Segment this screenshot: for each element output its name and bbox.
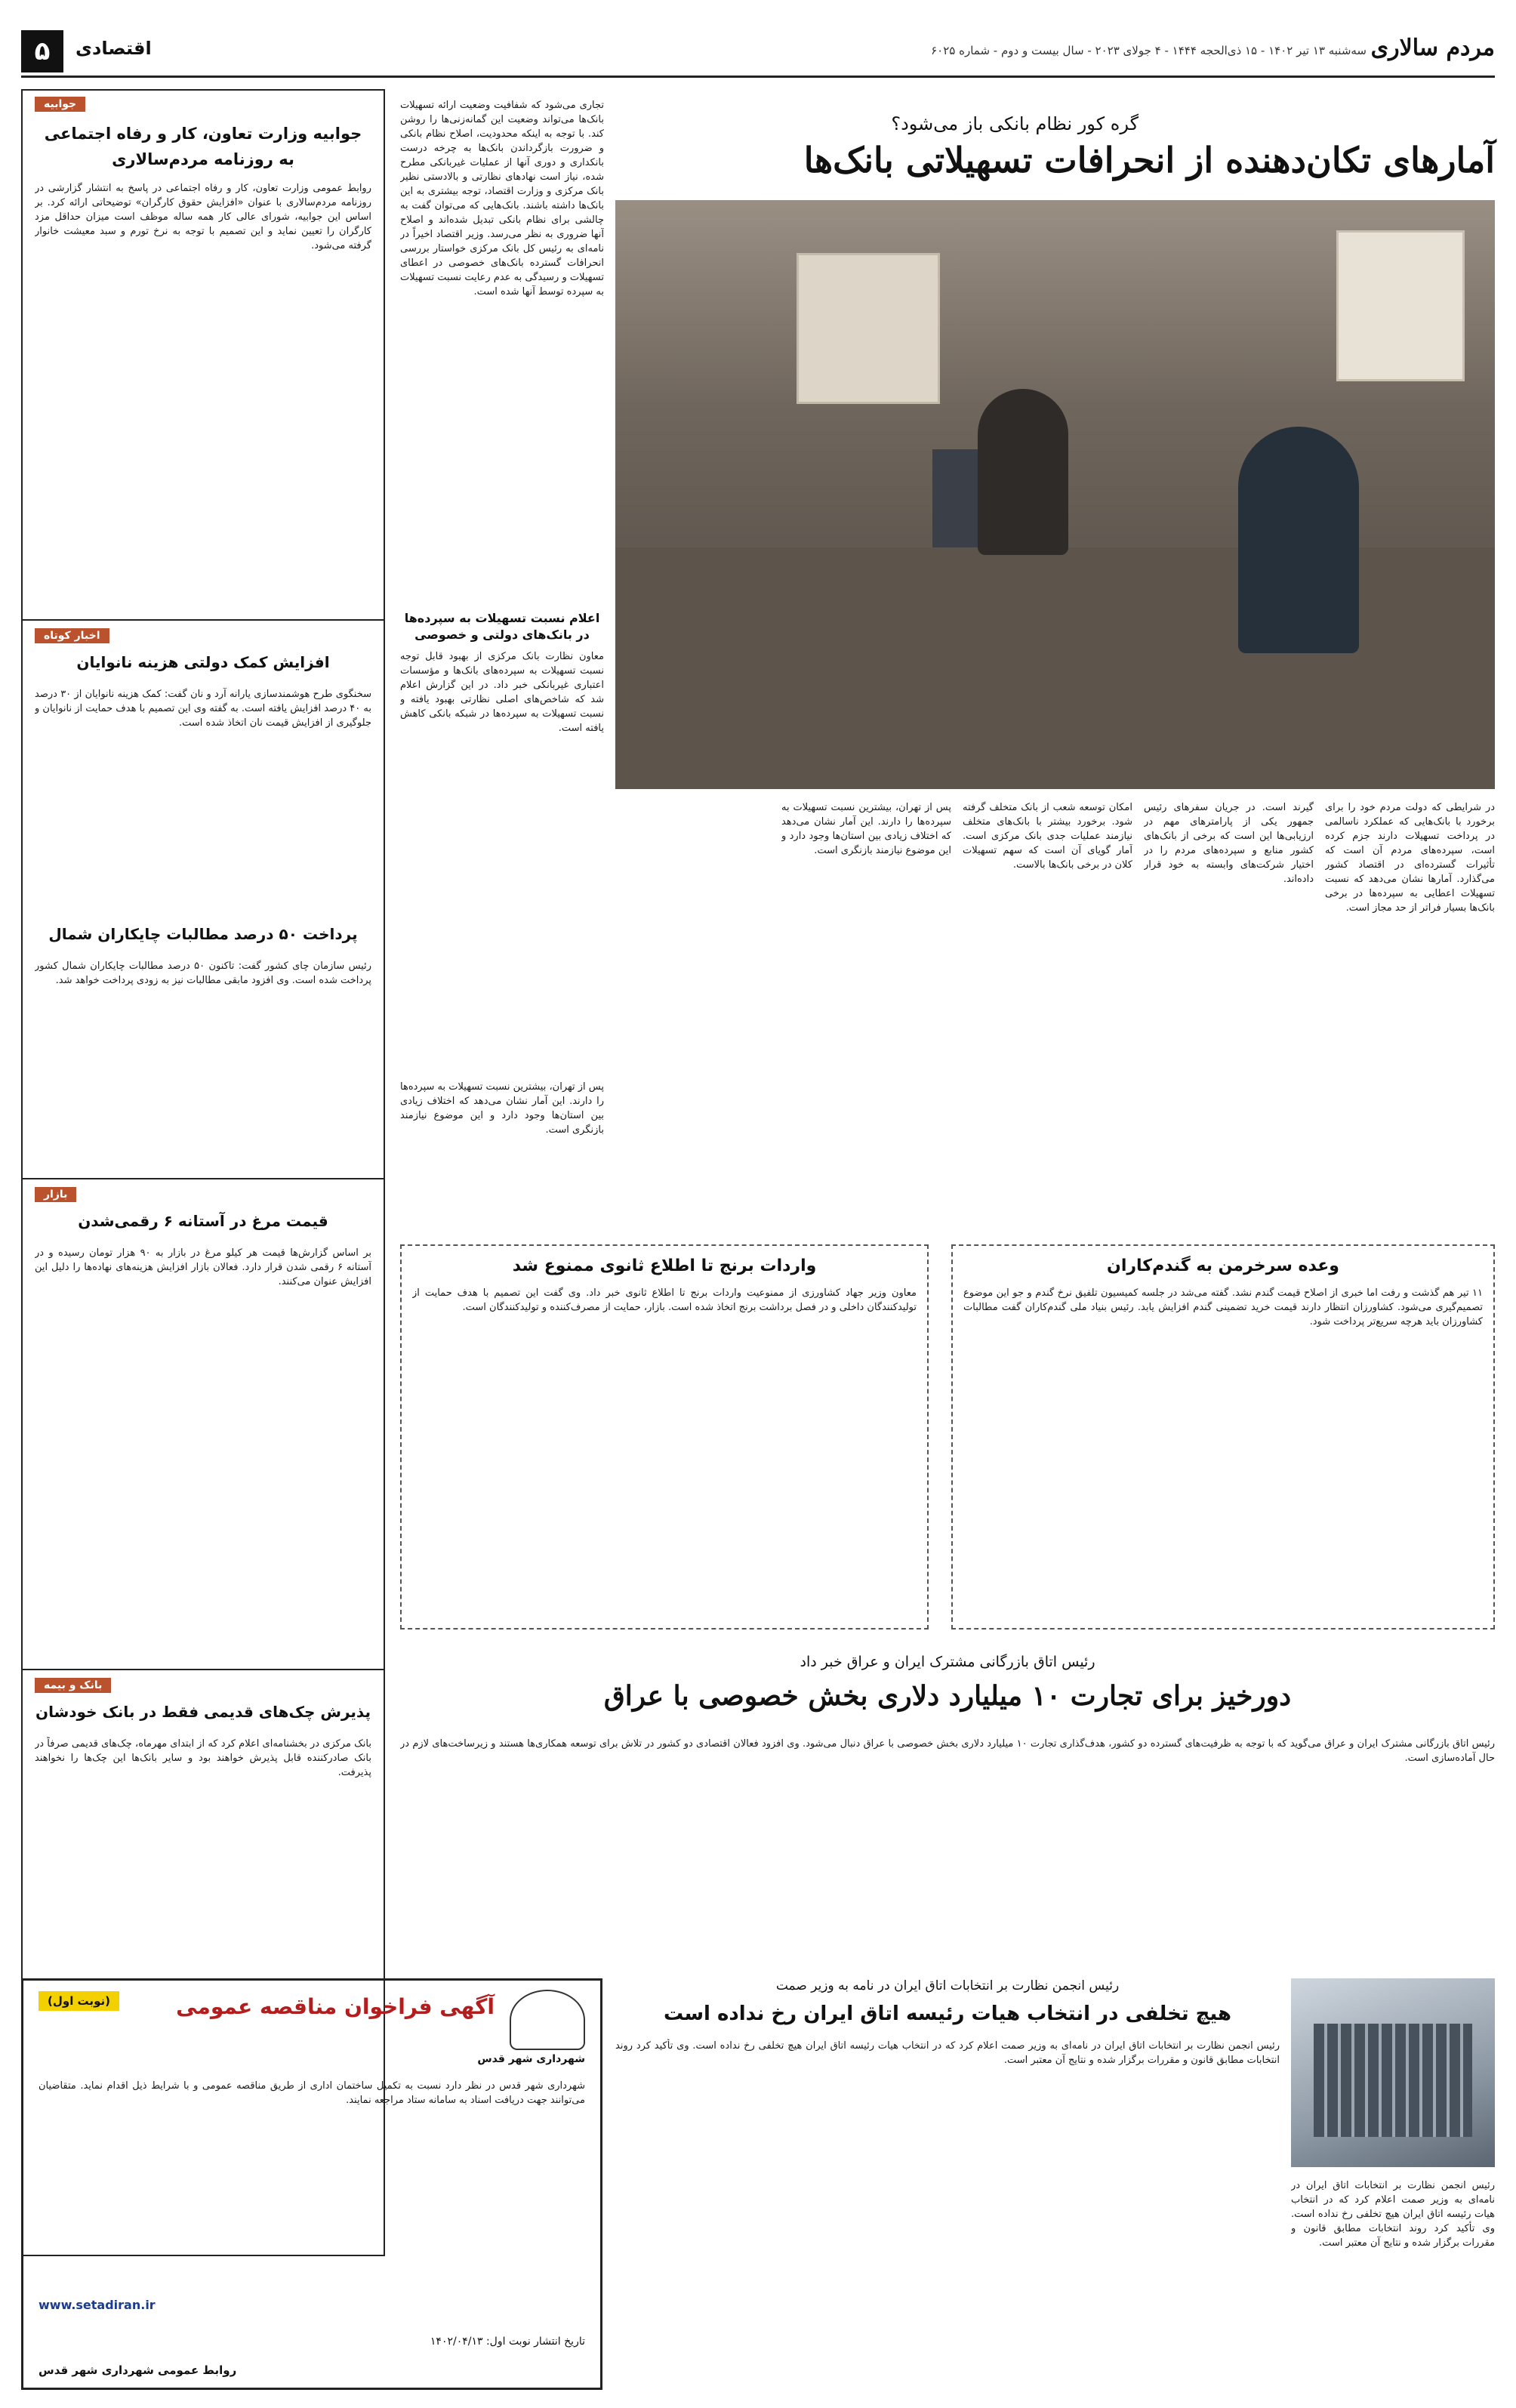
box-wheat-body: ۱۱ تیر هم گذشت و رفت اما خبری از اصلاح قیمت گندم نشد. گفته می‌شد در جلسه کمیسیون تلفیق نرخ گندم و جو این موضوع تصمیم‌گیری می‌شود. کشاورزان انتظار دارند قیمت خرید تضمینی گندم افزایش یابد. رئیس بنیاد ملی گندم‌کاران گفت مطالبات کشاورزان باید هرچه سریع‌تر پرداخت شود.: [963, 1287, 1483, 1327]
page-number: ۵: [21, 30, 63, 72]
lead-col1: تجاری می‌شود که شفافیت وضعیت ارائه تسهیلات بانک‌ها می‌تواند وضعیت این گمانه‌زنی‌ها را روشن کند. با توجه به اینکه محدودیت، اصلاح نظام بانکی و ضرورت بازگرداندن بانک‌ها به چرخه درست بانکداری و دوری آنها از عملیات غیربانکی مطرح شده، نیاز است نهادهای نظارتی و بالادستی نظیر بانک مرکزی و وزارت اقتصاد، توجه بیشتری به این بانک‌ها داشته باشند. بانک‌هایی که می‌توان گفت به چالشی برای نظام بانکی تبدیل شده‌اند و اصلاح آنها ضروری به نظر می‌رسد. وزیر اقتصاد اخیراً در نامه‌ای به رئیس کل بانک مرکزی خواستار بررسی انحرافات گسترده بانک‌های خصوصی در اعطای تسهیلات و رسیدگی به عدم رعایت نسبت تسهیلات به سپرده توسط آنها شده است.: [400, 100, 604, 298]
lead-col1-sub: اعلام نسبت تسهیلات به سپرده‌ها در بانک‌های دولتی و خصوصی: [404, 611, 600, 642]
chamber-photo: [1291, 1978, 1495, 2167]
chamber-kicker: رئیس انجمن نظارت بر انتخابات اتاق ایران در نامه به وزیر صمت: [775, 1978, 1120, 1993]
ad-title: آگهی فراخوان مناقصه عمومی: [176, 1994, 495, 2019]
box-rice-title: واردات برنج تا اطلاع ثانوی ممنوع شد: [512, 1256, 817, 1275]
bank-title: پذیرش چک‌های قدیمی فقط در بانک خودشان: [35, 1703, 371, 1721]
box-wheat: [951, 1244, 1495, 1629]
ad-site-link[interactable]: www.setadiran.ir: [39, 2298, 156, 2312]
lead-headline: آمارهای تکان‌دهنده از انحرافات تسهیلاتی بانک‌ها: [803, 140, 1495, 180]
masthead: [21, 29, 1495, 76]
lead-photo: [615, 200, 1495, 789]
box-rice: [400, 1244, 929, 1629]
lead-col1-b: معاون نظارت بانک مرکزی از بهبود قابل توجه نسبت تسهیلات به سپرده‌های بانک‌ها و مؤسسات اعتباری غیربانکی خبر داد. در این گزارش اعلام شد که شاخص‌های اصلی نظارتی بهبود یافته و نسبت تسهیلات به سپرده‌ها در شبکه بانکی کاهش یافته است.: [400, 651, 604, 734]
lead-col5: پس از تهران، بیشترین نسبت تسهیلات به سپرده‌ها را دارند. این آمار نشان می‌دهد که اختلاف زیادی بین استان‌ها وجود دارد و این موضوع نیازمند بازنگری است.: [781, 802, 951, 856]
brief-tag: اخبار کوتاه: [35, 628, 109, 643]
ad-date: تاریخ انتشار نوبت اول: ۱۴۰۲/۰۴/۱۳: [430, 2336, 585, 2348]
brief1-title: افزایش کمک دولتی هزینه نانوایان: [76, 653, 330, 671]
section-title: اقتصادی: [75, 38, 152, 59]
brief1-body: سخنگوی طرح هوشمندسازی یارانه آرد و نان گفت: کمک هزینه نانوایان از ۳۰ درصد به ۴۰ درصد افزایش یافته است. به گفته وی این تصمیم با هدف حمایت از نانوایان و جلوگیری از افزایش قیمت نان اتخاذ شده است.: [35, 689, 371, 729]
brief2-body: رئیس سازمان چای کشور گفت: تاکنون ۵۰ درصد مطالبات چایکاران شمال کشور پرداخت شده است. وی افزود مابقی مطالبات نیز به زودی پرداخت خواهد شد.: [35, 960, 371, 986]
ad-logo-icon: [510, 1990, 585, 2050]
brief2-title: پرداخت ۵۰ درصد مطالبات چایکاران شمال: [48, 925, 358, 943]
market-body: بر اساس گزارش‌ها قیمت هر کیلو مرغ در بازار به ۹۰ هزار تومان رسیده و در آستانه ۶ رقمی شدن قرار دارد. فعالان بازار افزایش هزینه‌های نهاده‌ها را دلیل این افزایش عنوان می‌کنند.: [35, 1247, 371, 1287]
box-wheat-title: وعده سرخرمن به گندم‌کاران: [1107, 1256, 1339, 1275]
ad-footer: روابط عمومی شهرداری شهر قدس: [39, 2363, 237, 2377]
market-title: قیمت مرغ در آستانه ۶ رقمی‌شدن: [78, 1212, 328, 1230]
bank-tag: بانک و بیمه: [35, 1678, 111, 1693]
reply-tag: جوابیه: [35, 97, 85, 112]
lead-col6: پس از تهران، بیشترین نسبت تسهیلات به سپرده‌ها را دارند. این آمار نشان می‌دهد که اختلاف زیادی بین استان‌ها وجود دارد و این موضوع نیازمند بازنگری است.: [400, 1081, 604, 1136]
masthead-rule: [21, 76, 1495, 78]
ad-badge: (نوبت اول): [39, 1991, 119, 2011]
lead-col4: امکان توسعه شعب از بانک متخلف گرفته شود. برخورد بیشتر با بانک‌های متخلف نیازمند عملیات جدی بانک مرکزی است. آمار گویای آن است که سهم تسهیلات کلان در برخی بانک‌ها بالاست.: [963, 802, 1132, 871]
reply-body: روابط عمومی وزارت تعاون، کار و رفاه اجتماعی در پاسخ به انتشار گزارشی در روزنامه مردم‌سالاری با عنوان «افزایش حقوق کارگران» توضیحاتی ارائه کرد. بر اساس این جوابیه، شورای عالی کار همه ساله موظف است میزان حداقل مزد کارگران را تعیین نماید و این تصمیم با توجه به نرخ تورم و سبد معیشت خانوار گرفته می‌شود.: [35, 183, 371, 251]
iraq-headline: دورخیز برای تجارت ۱۰ میلیارد دلاری بخش خصوصی با عراق: [603, 1680, 1292, 1712]
market-tag: بازار: [35, 1187, 76, 1202]
sidebar: [21, 89, 385, 2256]
box-rice-body: معاون وزیر جهاد کشاورزی از ممنوعیت واردات برنج تا اطلاع ثانوی خبر داد. وی گفت این تصمیم با هدف حمایت از تولیدکنندگان داخلی و در فصل برداشت برنج اتخاذ شده است. بازار، حمایت از مصرف‌کننده و تولیدکنندگان است.: [412, 1287, 917, 1313]
tender-ad: [21, 1978, 602, 2390]
chamber-headline: هیچ تخلفی در انتخاب هیات رئیسه اتاق ایران رخ نداده است: [663, 2003, 1232, 2025]
ad-org: شهرداری شهر قدس: [477, 2053, 585, 2065]
reply-title: جوابیه وزارت تعاون، کار و رفاه اجتماعی به روزنامه مردم‌سالاری: [44, 125, 362, 168]
lead-col3: گیرند است. در جریان سفرهای رئیس جمهور یکی از پارامترهای مهم در ارزیابی‌ها این است که برخی از بانک‌های کشور منابع و سپرده‌های مردم را در اختیار شرکت‌های وابسته به خود قرار داده‌اند.: [1144, 802, 1314, 885]
iraq-kicker: رئیس اتاق بازرگانی مشترک ایران و عراق خبر داد: [800, 1654, 1095, 1670]
lead-kicker: گره کور نظام بانکی باز می‌شود؟: [891, 113, 1139, 134]
masthead-dateline: سه‌شنبه ۱۳ تیر ۱۴۰۲ - ۱۵ ذی‌الحجه ۱۴۴۴ - ۴ جولای ۲۰۲۳ - سال بیست و دوم - شماره ۶۰۲۵: [931, 44, 1367, 57]
masthead-logo: مردم سالاری: [1370, 35, 1495, 61]
bank-body: بانک مرکزی در بخشنامه‌ای اعلام کرد که از ابتدای مهرماه، چک‌های قدیمی صرفاً در بانک صادرکننده قابل پذیرش خواهند بود و سایر بانک‌ها این چک‌ها را نخواهند پذیرفت.: [35, 1738, 371, 1778]
chamber-body: رئیس انجمن نظارت بر انتخابات اتاق ایران در نامه‌ای به وزیر صمت اعلام کرد که در انتخاب هیات رئیسه اتاق ایران هیچ تخلفی رخ نداده است. وی تأکید کرد روند انتخابات مطابق قانون و مقررات برگزار شده و نتایج آن معتبر است.: [615, 2040, 1280, 2066]
lead-col2: در شرایطی که دولت مردم خود را برای برخورد با بانک‌هایی که عملکرد ناسالمی در پرداخت تسهیلات دارند جزم کرده است، سپرده‌های مردم آن است که تأثیرات گسترده‌ای در اقتصاد کشور می‌گذارد. آمارها نشان می‌دهد که نسبت تسهیلات اعطایی به سپرده‌ها در برخی بانک‌ها بسیار فراتر از حد مجاز است.: [1325, 802, 1495, 914]
chamber-body-col: رئیس انجمن نظارت بر انتخابات اتاق ایران در نامه‌ای به وزیر صمت اعلام کرد که در انتخاب هیات رئیسه اتاق ایران هیچ تخلفی رخ نداده است. وی تأکید کرد روند انتخابات مطابق قانون و مقررات برگزار شده و نتایج آن معتبر است.: [1291, 2180, 1495, 2249]
iraq-body: رئیس اتاق بازرگانی مشترک ایران و عراق می‌گوید که با توجه به ظرفیت‌های گسترده دو کشور، هدف‌گذاری تجارت ۱۰ میلیارد دلاری بخش خصوصی با عراق دنبال می‌شود. وی افزود فعالان اقتصادی دو کشور در تلاش برای توسعه همکاری‌ها هستند و زیرساخت‌های لازم در حال آماده‌سازی است.: [400, 1738, 1495, 1764]
ad-body: شهرداری شهر قدس در نظر دارد نسبت به تکمیل ساختمان اداری از طریق مناقصه عمومی و با شرایط ذیل اقدام نماید. متقاضیان می‌توانند جهت دریافت اسناد به سامانه ستاد مراجعه نمایند.: [39, 2080, 585, 2106]
